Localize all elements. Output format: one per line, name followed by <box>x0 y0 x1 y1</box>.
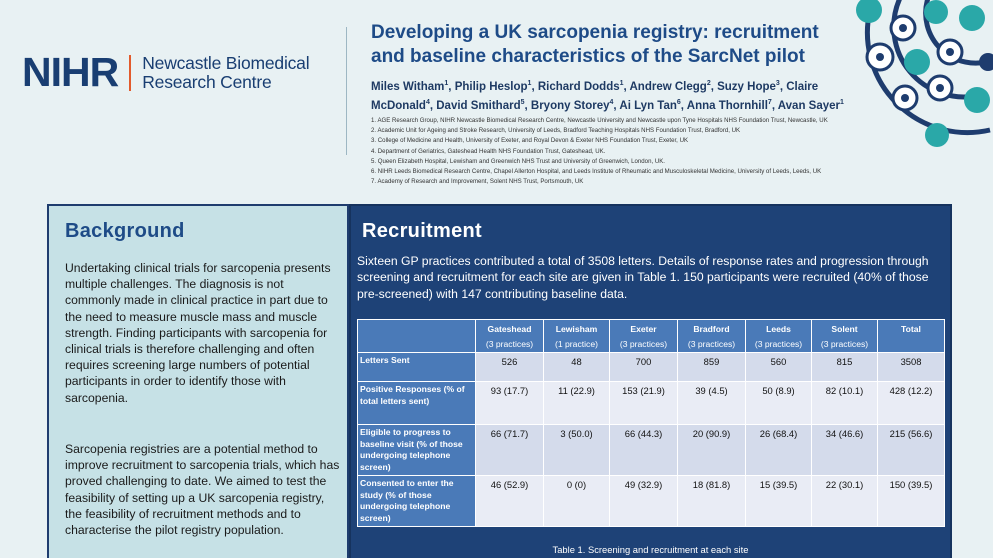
nihr-logo <box>22 49 310 95</box>
table-cell: 26 (68.4) <box>746 425 812 476</box>
header-divider <box>346 27 347 155</box>
column-site-name: Solent <box>831 324 858 334</box>
author-name: Ai Lyn Tan <box>619 100 677 113</box>
table-row <box>358 425 945 476</box>
table-column-header <box>812 320 878 353</box>
logo-acronym: NIHR <box>22 49 119 95</box>
table-cell: 50 (8.9) <box>746 382 812 425</box>
author-affiliation-mark: 4 <box>609 99 614 107</box>
table-cell: 3 (50.0) <box>544 425 610 476</box>
row-label: Consented to enter the study (% of those undergoing telephone screen) <box>358 476 476 527</box>
author-name: Avan Sayer <box>777 100 841 113</box>
author-name: Miles Witham <box>371 80 445 93</box>
column-site-name: Bradford <box>693 324 730 334</box>
table-cell: 560 <box>746 353 812 382</box>
author-affiliation-mark: 6 <box>676 99 681 107</box>
decorative-circles-graphic <box>840 0 993 150</box>
author-name: Suzy Hope <box>717 80 776 93</box>
author-affiliation-mark: 3 <box>775 80 780 87</box>
table-cell: 15 (39.5) <box>746 476 812 527</box>
table-column-header <box>476 320 544 353</box>
author-affiliation-mark: 7 <box>767 99 772 107</box>
table-cell: 11 (22.9) <box>544 382 610 425</box>
poster-title: Developing a UK sarcopenia registry: recruitment and baseline characteristics of the SarcNet pilot <box>371 22 819 67</box>
author-name: Philip Heslop <box>454 80 528 93</box>
table-cell: 82 (10.1) <box>812 382 878 425</box>
table-cell: 18 (81.8) <box>678 476 746 527</box>
affiliation-item: 5. Queen Elizabeth Hospital, Lewisham and Greenwich NHS Trust and University of Greenwich, London, UK. <box>371 157 665 165</box>
logo-organisation <box>142 54 309 92</box>
author-list: Miles Witham$^1$, Philip Heslop$^1$, Richard Dodds$^1$, Andrew Clegg$^2$, Suzy Hope$^3$, Claire McDonald$^4$, David Smithard$^5$, Bryony Storey$^4$, Ai Lyn Tan$^6$, Anna Thornhill$^7$, Avan Sayer$^1$ <box>371 80 844 113</box>
table-cell: 859 <box>678 353 746 382</box>
logo-divider <box>129 55 131 91</box>
table-cell: 93 (17.7) <box>476 382 544 425</box>
author-name: David Smithard <box>436 100 521 113</box>
recruitment-panel <box>349 204 952 558</box>
table-column-header <box>544 320 610 353</box>
table-cell: 49 (32.9) <box>610 476 678 527</box>
table-cell: 48 <box>544 353 610 382</box>
table-cell: 215 (56.6) <box>878 425 945 476</box>
affiliation-item: 6. NIHR Leeds Biomedical Research Centre, Chapel Allerton Hospital, and Leeds Institute of Rheumatic and Musculoskeletal Medicine, University of Leeds, Leeds, UK <box>371 168 822 176</box>
recruitment-intro: Sixteen GP practices contributed a total of 3508 letters. Details of response rates and progression through screening and recruitment for each site are given in Table 1. 150 participants were recruited (40% of those pre-screened) with 147 contributing baseline data. <box>357 254 929 301</box>
background-panel <box>47 204 349 558</box>
table-row <box>358 353 945 382</box>
table-cell: 428 (12.2) <box>878 382 945 425</box>
affiliation-list <box>371 116 891 187</box>
table-cell: 526 <box>476 353 544 382</box>
row-label: Letters Sent <box>358 353 476 382</box>
column-practice-count: (3 practices) <box>687 339 736 349</box>
table-cell: 39 (4.5) <box>678 382 746 425</box>
column-site-name: Lewisham <box>555 324 598 334</box>
recruitment-heading: Recruitment <box>362 220 482 242</box>
column-site-name: Leeds <box>766 324 791 334</box>
table-header-row <box>358 320 945 353</box>
column-site-name: Exeter <box>630 324 657 334</box>
author-affiliation-mark: 2 <box>706 80 711 87</box>
affiliation-item: 2. Academic Unit for Ageing and Stroke Research, University of Leeds, Bradford Teaching Hospitals NHS Foundation Trust, Bradford, UK <box>371 127 741 135</box>
background-paragraph-2: Sarcopenia registries are a potential method to improve recruitment to sarcopenia trials, which has proved challenging to date. We aimed to test the feasibility of setting up a UK sarcopenia registry, the feasibility of recruitment methods and to characterise the pilot registry population. <box>65 442 340 538</box>
table-row <box>358 382 945 425</box>
author-affiliation-mark: 4 <box>425 99 430 107</box>
column-practice-count: (3 practices) <box>820 339 869 349</box>
author-affiliation-mark: 1 <box>527 80 532 87</box>
table-cell: 22 (30.1) <box>812 476 878 527</box>
table-cell: 3508 <box>878 353 945 382</box>
row-label: Positive Responses (% of total letters sent) <box>358 382 476 425</box>
author-name: Claire McDonald <box>371 80 819 113</box>
table-column-header <box>610 320 678 353</box>
affiliation-item: 1. AGE Research Group, NIHR Newcastle Biomedical Research Centre, Newcastle University and Newcastle upon Tyne Hospitals NHS Foundation Trust, Newcastle, UK <box>371 117 828 124</box>
column-practice-count: (3 practices) <box>754 339 803 349</box>
logo-line-2: Research Centre <box>142 71 272 92</box>
author-name: Bryony Storey <box>530 100 610 113</box>
author-name: Richard Dodds <box>537 80 620 93</box>
column-practice-count: (3 practices) <box>619 339 668 349</box>
row-label: Eligible to progress to baseline visit (% of those undergoing telephone screen) <box>358 425 476 476</box>
table-column-header <box>678 320 746 353</box>
table-row <box>358 476 945 527</box>
table-caption: Table 1. Screening and recruitment at each site <box>552 544 749 555</box>
affiliation-item: 4. Department of Geriatrics, Gateshead Health NHS Foundation Trust, Gateshead, UK. <box>371 147 606 155</box>
author-affiliation-mark: 5 <box>520 99 525 107</box>
author-name: Anna Thornhill <box>686 100 768 113</box>
author-affiliation-mark: 1 <box>840 99 844 107</box>
affiliation-item: 3. College of Medicine and Health, University of Exeter, and Royal Devon & Exeter NHS Foundation Trust, Exeter, UK <box>371 137 689 145</box>
table-cell: 66 (71.7) <box>476 425 544 476</box>
table-cell: 46 (52.9) <box>476 476 544 527</box>
table-cell: 150 (39.5) <box>878 476 945 527</box>
column-practice-count: (3 practices) <box>485 339 534 349</box>
logo-line-1: Newcastle Biomedical <box>142 52 310 73</box>
background-heading: Background <box>65 220 185 242</box>
table-corner-cell <box>358 320 476 353</box>
recruitment-table <box>357 319 945 527</box>
table-cell: 700 <box>610 353 678 382</box>
author-affiliation-mark: 1 <box>619 80 624 87</box>
affiliation-item: 7. Academy of Research and Improvement, Solent NHS Trust, Portsmouth, UK <box>371 178 584 186</box>
table-cell: 34 (46.6) <box>812 425 878 476</box>
column-site-name: Total <box>901 324 921 334</box>
table-cell: 66 (44.3) <box>610 425 678 476</box>
table-cell: 815 <box>812 353 878 382</box>
table-cell: 0 (0) <box>544 476 610 527</box>
table-column-header <box>878 320 945 353</box>
author-affiliation-mark: 1 <box>444 80 449 87</box>
column-site-name: Gateshead <box>487 324 532 334</box>
table-cell: 153 (21.9) <box>610 382 678 425</box>
table-column-header <box>746 320 812 353</box>
author-name: Andrew Clegg <box>629 80 707 93</box>
column-practice-count: (1 practice) <box>555 339 598 349</box>
background-paragraph-1: Undertaking clinical trials for sarcopenia presents multiple challenges. The diagnosis is not commonly made in clinical practice in part due to the need to measure muscle mass and muscle strength. Finding participants with sarcopenia for clinical trials is therefore challenging and often requires screening large numbers of potential participants in order to identify those with sarcopenia. <box>65 261 331 405</box>
table-cell: 20 (90.9) <box>678 425 746 476</box>
